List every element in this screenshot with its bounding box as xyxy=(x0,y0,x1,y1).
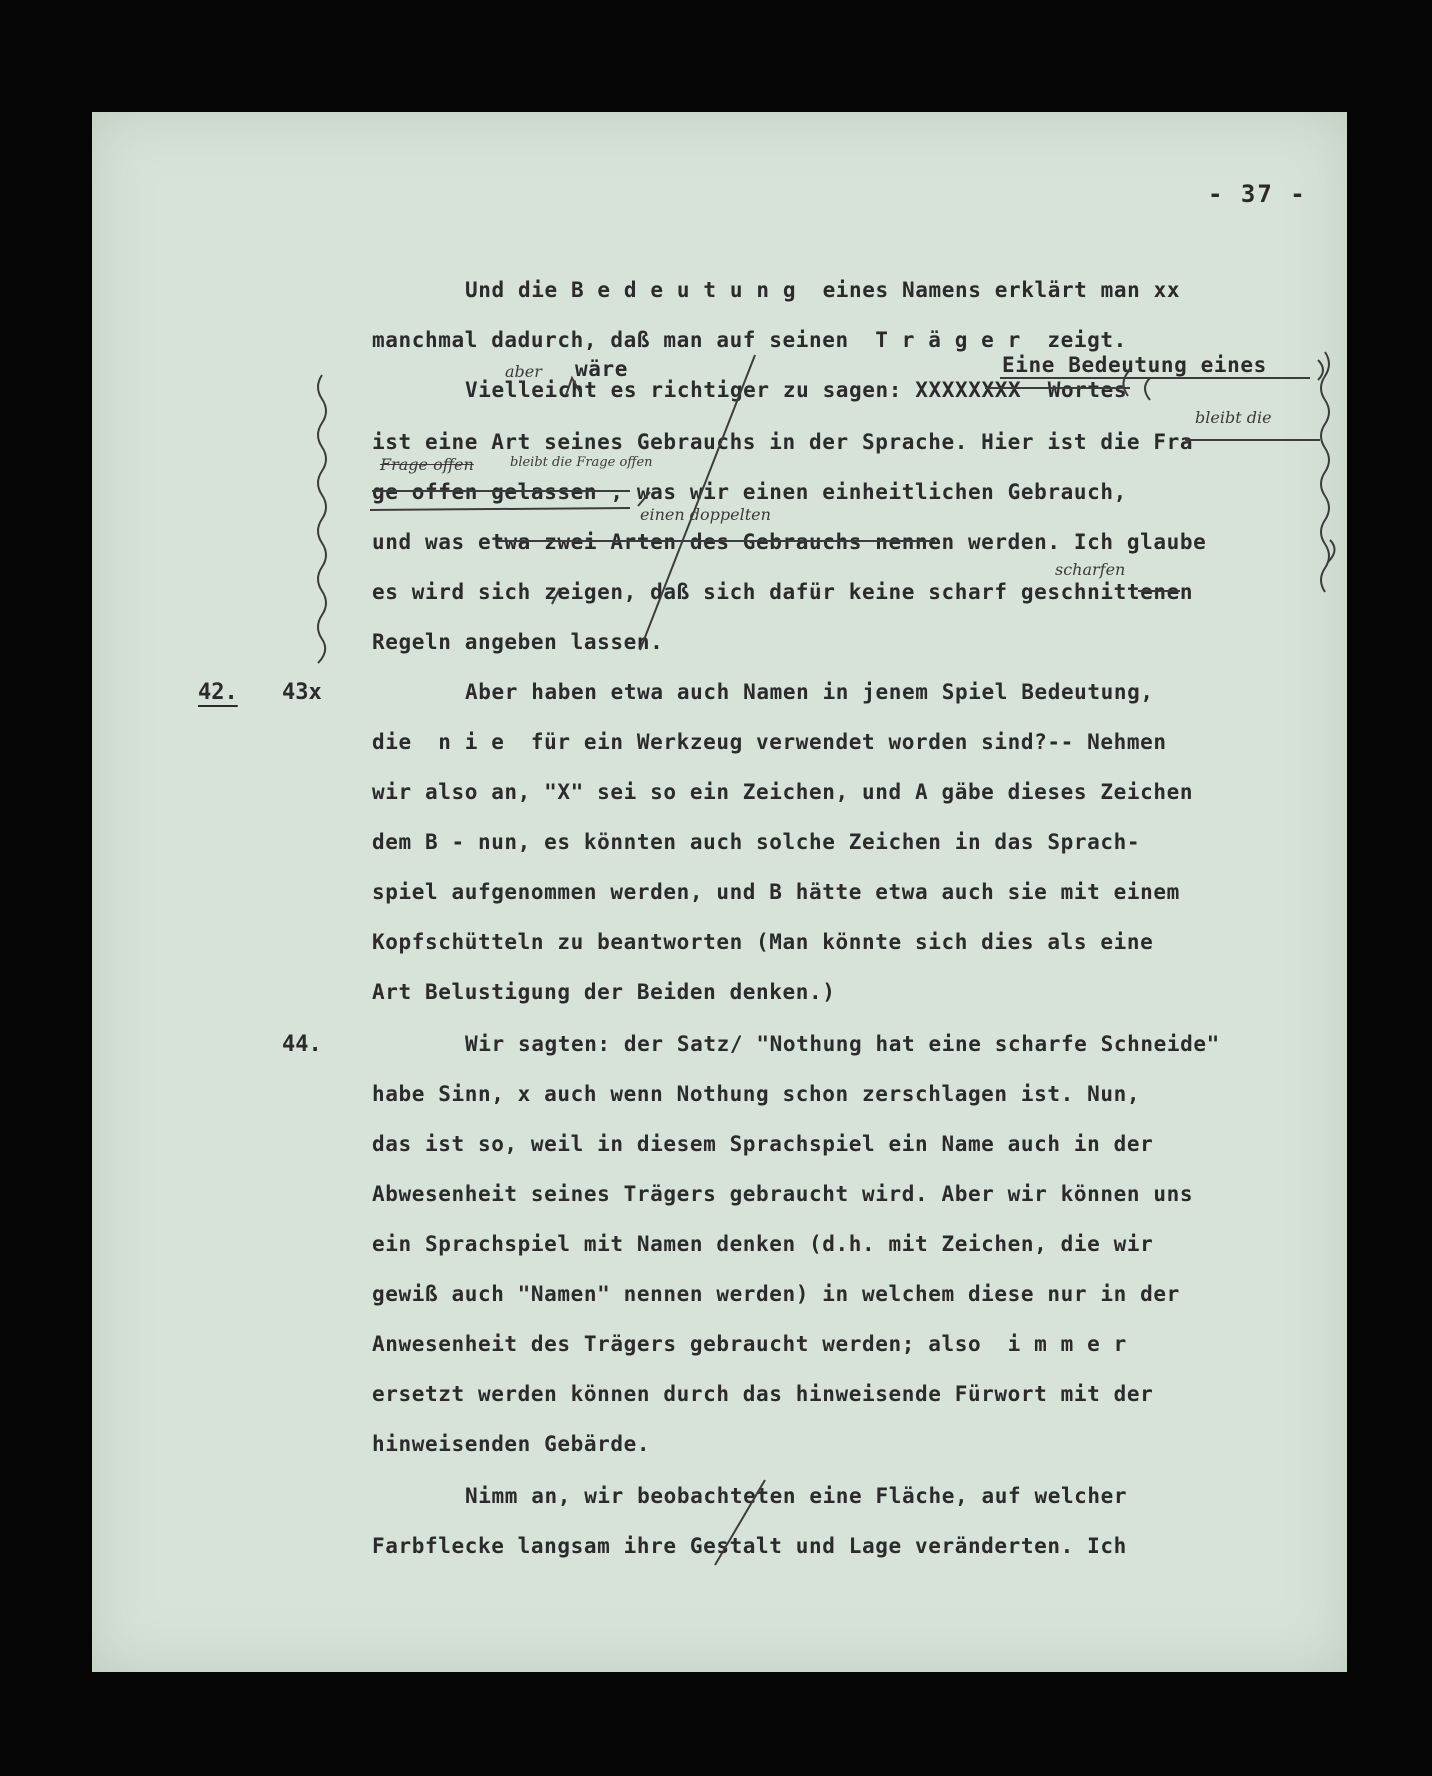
bracket-mark xyxy=(638,492,650,506)
text-line: habe Sinn, x auch wenn Nothung schon zerschlagen ist. Nun, xyxy=(372,1082,1141,1106)
diagonal-slash-bottom xyxy=(715,1480,765,1565)
bracket-mark xyxy=(1123,370,1130,396)
handwritten-frage-offen-struck: Frage offen xyxy=(380,455,474,474)
text-line: hinweisenden Gebärde. xyxy=(372,1432,651,1456)
text-line-inserted: wäre xyxy=(575,357,628,381)
handwritten-scharfen: scharfen xyxy=(1055,560,1126,579)
text-line: Farbflecke langsam ihre Gestalt und Lage veränderten. Ich xyxy=(372,1534,1127,1558)
text-line: ersetzt werden können durch das hinweisende Fürwort mit der xyxy=(372,1382,1154,1406)
left-margin-wavy-line xyxy=(318,375,326,663)
text-line: Wir sagten: der Satz/ "Nothung hat eine scharfe Schneide" xyxy=(465,1032,1220,1056)
handwritten-bleibt-die-frage-offen: bleibt die Frage offen xyxy=(510,455,653,470)
text-line-inserted: Eine Bedeutung eines xyxy=(1002,353,1267,377)
text-line: dem B - nun, es könnten auch solche Zeichen in das Sprach- xyxy=(372,830,1141,854)
text-line: Kopfschütteln zu beantworten (Man könnte sich dies als eine xyxy=(372,930,1154,954)
text-line: Art Belustigung der Beiden denken.) xyxy=(372,980,836,1004)
text-line: Aber haben etwa auch Namen in jenem Spiel Bedeutung, xyxy=(465,680,1154,704)
handwritten-bleibt-die: bleibt die xyxy=(1195,408,1272,427)
text-line: es wird sich zeigen, daß sich dafür keine scharf geschnittenen xyxy=(372,580,1194,604)
text-line: Anwesenheit des Trägers gebraucht werden; also i m m e r xyxy=(372,1332,1127,1356)
handwritten-einen-doppelten: einen doppelten xyxy=(640,505,771,524)
section-number-43-struck: 43x xyxy=(282,680,322,705)
text-line: Nimm an, wir beobachteten eine Fläche, auf welcher xyxy=(465,1484,1128,1508)
diagonal-slash xyxy=(640,355,755,650)
text-line: Und die B e d e u t u n g eines Namens erklärt man xx xyxy=(465,278,1181,302)
text-line: manchmal dadurch, daß man auf seinen T r ä g e r zeigt. xyxy=(372,328,1127,352)
page-number: - 37 - xyxy=(1208,180,1307,208)
text-line: Abwesenheit seines Trägers gebraucht wird. Aber wir können uns xyxy=(372,1182,1194,1206)
text-line: und was etwa zwei Arten des Gebrauchs nennen werden. Ich glaube xyxy=(372,530,1207,554)
bracket-mark xyxy=(1318,360,1323,380)
right-margin-wavy-line xyxy=(1321,352,1329,592)
handwritten-aber: aber xyxy=(505,362,542,381)
text-line: Regeln angeben lassen. xyxy=(372,630,664,654)
text-line: spiel aufgenommen werden, und B hätte etwa auch sie mit einem xyxy=(372,880,1180,904)
text-line: ein Sprachspiel mit Namen denken (d.h. mit Zeichen, die wir xyxy=(372,1232,1154,1256)
bracket-mark xyxy=(1145,378,1150,400)
text-line: ge offen gelassen , was wir einen einheitlichen Gebrauch, xyxy=(372,480,1127,504)
section-number-42: 42. xyxy=(198,680,238,705)
bracket-mark xyxy=(552,588,560,604)
text-line: wir also an, "X" sei so ein Zeichen, und A gäbe dieses Zeichen xyxy=(372,780,1194,804)
text-line: gewiß auch "Namen" nennen werden) in welchem diese nur in der xyxy=(372,1282,1180,1306)
text-line: Vielleicht es richtiger zu sagen: XXXXXXXX Wortes xyxy=(465,378,1128,402)
insertion-mark xyxy=(566,378,580,395)
text-line: die n i e für ein Werkzeug verwendet worden sind?-- Nehmen xyxy=(372,730,1167,754)
text-line: ist eine Art seines Gebrauchs in der Sprache. Hier ist die Fra xyxy=(372,430,1194,454)
text-line: das ist so, weil in diesem Sprachspiel ein Name auch in der xyxy=(372,1132,1154,1156)
strikethrough xyxy=(370,508,630,510)
section-number-44: 44. xyxy=(282,1032,322,1057)
